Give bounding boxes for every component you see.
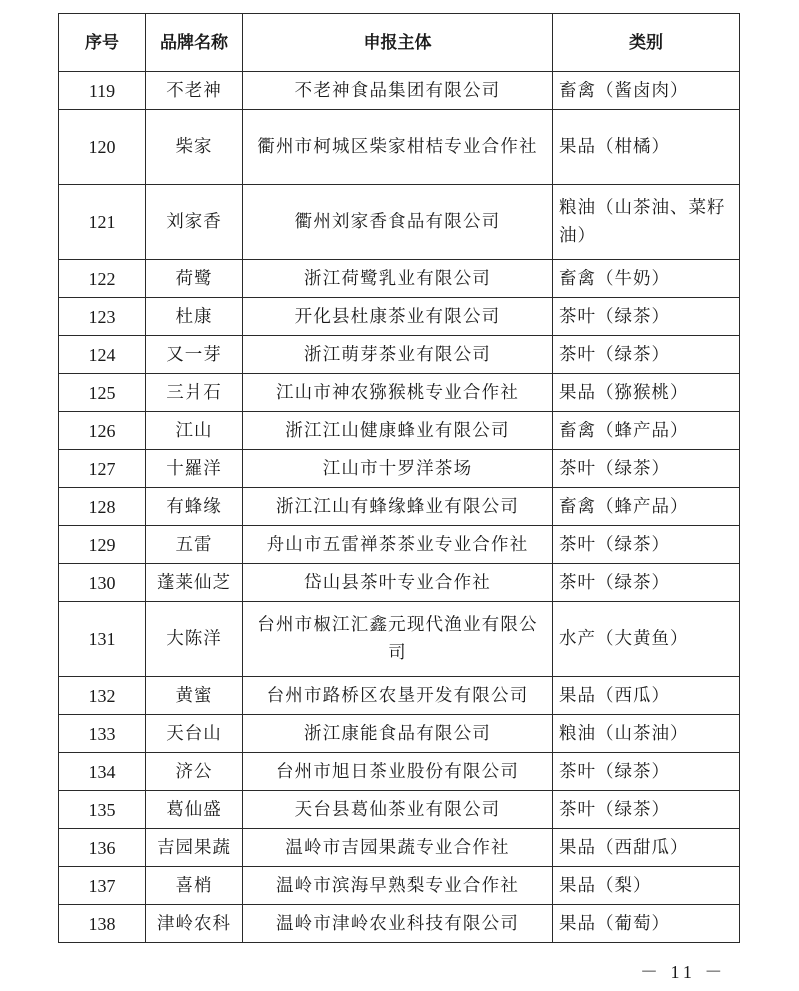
cell-category: 茶叶（绿茶） [553, 753, 740, 791]
table-row [59, 829, 740, 867]
cell-brand: 不老神 [146, 72, 243, 110]
cell-entity: 温岭市滨海早熟梨专业合作社 [243, 867, 553, 905]
cell-category: 果品（梨） [553, 867, 740, 905]
table-row [59, 564, 740, 602]
cell-category: 畜禽（牛奶） [553, 260, 740, 298]
header-entity: 申报主体 [243, 14, 553, 72]
cell-brand: 吉园果蔬 [146, 829, 243, 867]
cell-category: 畜禽（蜂产品） [553, 488, 740, 526]
cell-no: 120 [59, 110, 146, 185]
cell-entity: 江山市十罗洋茶场 [243, 450, 553, 488]
cell-brand: 蓬莱仙芝 [146, 564, 243, 602]
cell-entity: 浙江康能食品有限公司 [243, 715, 553, 753]
table-row [59, 602, 740, 677]
cell-no: 138 [59, 905, 146, 943]
table-row [59, 905, 740, 943]
cell-no: 126 [59, 412, 146, 450]
cell-category: 茶叶（绿茶） [553, 298, 740, 336]
cell-no: 130 [59, 564, 146, 602]
cell-brand: 荷鹭 [146, 260, 243, 298]
cell-brand: 有蜂缘 [146, 488, 243, 526]
table-row [59, 72, 740, 110]
cell-category: 茶叶（绿茶） [553, 526, 740, 564]
header-brand: 品牌名称 [146, 14, 243, 72]
cell-category: 果品（西瓜） [553, 677, 740, 715]
cell-brand: 济公 [146, 753, 243, 791]
cell-no: 124 [59, 336, 146, 374]
table-row [59, 677, 740, 715]
cell-entity: 天台县葛仙茶业有限公司 [243, 791, 553, 829]
table-row [59, 260, 740, 298]
cell-entity: 温岭市吉园果蔬专业合作社 [243, 829, 553, 867]
table-row [59, 715, 740, 753]
table-row [59, 336, 740, 374]
cell-entity: 岱山县茶叶专业合作社 [243, 564, 553, 602]
table-row [59, 185, 740, 260]
cell-category: 畜禽（蜂产品） [553, 412, 740, 450]
table-row [59, 298, 740, 336]
cell-brand: 柴家 [146, 110, 243, 185]
cell-no: 134 [59, 753, 146, 791]
cell-entity: 浙江江山健康蜂业有限公司 [243, 412, 553, 450]
cell-category: 果品（西甜瓜） [553, 829, 740, 867]
table-row [59, 412, 740, 450]
cell-entity: 台州市椒江汇鑫元现代渔业有限公司 [243, 602, 553, 677]
cell-entity: 衢州刘家香食品有限公司 [243, 185, 553, 260]
table-row [59, 526, 740, 564]
cell-no: 129 [59, 526, 146, 564]
table-row [59, 488, 740, 526]
cell-no: 135 [59, 791, 146, 829]
cell-brand: 杜康 [146, 298, 243, 336]
table-body [59, 72, 740, 943]
cell-entity: 不老神食品集团有限公司 [243, 72, 553, 110]
cell-category: 果品（柑橘） [553, 110, 740, 185]
cell-no: 133 [59, 715, 146, 753]
cell-no: 127 [59, 450, 146, 488]
cell-no: 122 [59, 260, 146, 298]
cell-entity: 浙江荷鹭乳业有限公司 [243, 260, 553, 298]
table-row [59, 110, 740, 185]
cell-entity: 浙江江山有蜂缘蜂业有限公司 [243, 488, 553, 526]
table-row [59, 450, 740, 488]
header-category: 类别 [553, 14, 740, 72]
cell-entity: 浙江萌芽茶业有限公司 [243, 336, 553, 374]
cell-no: 131 [59, 602, 146, 677]
cell-category: 茶叶（绿茶） [553, 336, 740, 374]
cell-category: 畜禽（酱卤肉） [553, 72, 740, 110]
cell-brand: 刘家香 [146, 185, 243, 260]
cell-category: 果品（葡萄） [553, 905, 740, 943]
cell-brand: 葛仙盛 [146, 791, 243, 829]
cell-no: 121 [59, 185, 146, 260]
cell-no: 123 [59, 298, 146, 336]
cell-category: 茶叶（绿茶） [553, 564, 740, 602]
cell-no: 125 [59, 374, 146, 412]
cell-brand: 津岭农科 [146, 905, 243, 943]
cell-entity: 温岭市津岭农业科技有限公司 [243, 905, 553, 943]
cell-brand: 黄蜜 [146, 677, 243, 715]
cell-no: 119 [59, 72, 146, 110]
cell-category: 茶叶（绿茶） [553, 791, 740, 829]
table-row [59, 867, 740, 905]
cell-brand: 三爿石 [146, 374, 243, 412]
cell-category: 粮油（山茶油、菜籽油） [553, 185, 740, 260]
cell-category: 茶叶（绿茶） [553, 450, 740, 488]
cell-brand: 喜梢 [146, 867, 243, 905]
cell-entity: 衢州市柯城区柴家柑桔专业合作社 [243, 110, 553, 185]
cell-entity: 江山市神农猕猴桃专业合作社 [243, 374, 553, 412]
cell-brand: 江山 [146, 412, 243, 450]
header-row [59, 14, 740, 72]
brand-table [58, 13, 740, 943]
cell-category: 水产（大黄鱼） [553, 602, 740, 677]
cell-brand: 又一芽 [146, 336, 243, 374]
cell-no: 137 [59, 867, 146, 905]
cell-category: 果品（猕猴桃） [553, 374, 740, 412]
cell-brand: 五雷 [146, 526, 243, 564]
cell-no: 128 [59, 488, 146, 526]
cell-no: 132 [59, 677, 146, 715]
table-row [59, 791, 740, 829]
table-row [59, 753, 740, 791]
page-number: － 11 － [640, 962, 727, 982]
cell-category: 粮油（山茶油） [553, 715, 740, 753]
table-header [59, 14, 740, 72]
cell-no: 136 [59, 829, 146, 867]
cell-entity: 舟山市五雷禅茶茶业专业合作社 [243, 526, 553, 564]
header-no: 序号 [59, 14, 146, 72]
cell-entity: 开化县杜康茶业有限公司 [243, 298, 553, 336]
cell-brand: 大陈洋 [146, 602, 243, 677]
cell-entity: 台州市路桥区农垦开发有限公司 [243, 677, 553, 715]
table-row [59, 374, 740, 412]
cell-brand: 天台山 [146, 715, 243, 753]
cell-entity: 台州市旭日茶业股份有限公司 [243, 753, 553, 791]
cell-brand: 十羅洋 [146, 450, 243, 488]
